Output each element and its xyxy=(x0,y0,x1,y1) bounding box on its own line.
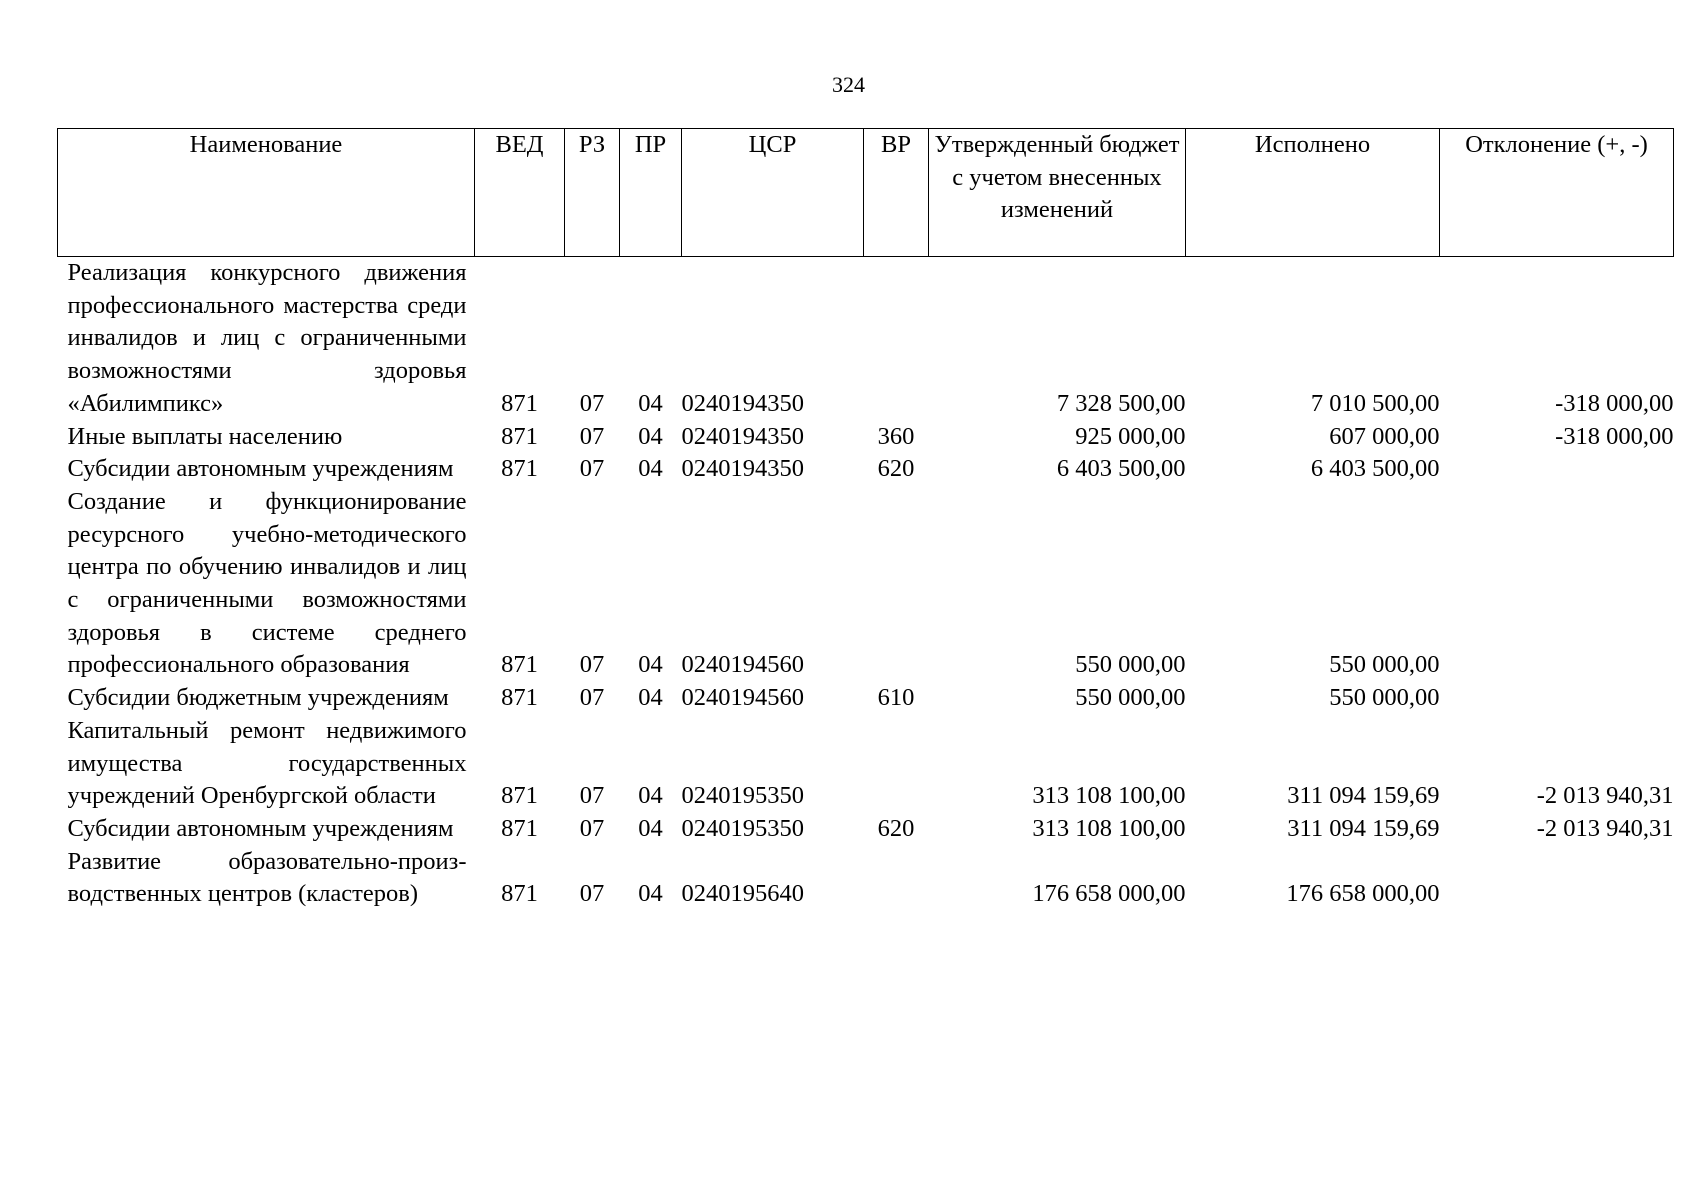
row-ved: 871 xyxy=(501,389,538,417)
row-name: Субсидии бюджетным учреждениям xyxy=(67,684,449,712)
row-name: Субсидии автономным учреждениям xyxy=(67,814,454,842)
row-deviation xyxy=(1440,682,1674,715)
row-vr: 610 xyxy=(877,684,915,712)
table-row xyxy=(58,257,1674,421)
row-rz: 07 xyxy=(579,455,605,483)
row-vr xyxy=(864,257,929,421)
row-executed: 550 000,00 xyxy=(1329,651,1440,679)
header-name: Наименование xyxy=(58,129,475,257)
row-csr: 0240195640 xyxy=(681,880,804,908)
header-csr: ЦСР xyxy=(682,129,864,257)
row-pr: 04 xyxy=(638,422,663,450)
row-vr xyxy=(864,846,929,911)
row-approved: 7 328 500,00 xyxy=(1056,389,1186,417)
row-csr: 0240194560 xyxy=(681,651,804,679)
row-pr: 04 xyxy=(638,782,663,810)
row-pr: 04 xyxy=(638,880,663,908)
row-name: Капитальный ремонт недвижимого имущества государственных учреждений Оренбургской области xyxy=(67,716,467,810)
row-pr: 04 xyxy=(638,651,663,679)
row-csr: 0240194560 xyxy=(681,684,804,712)
table-row xyxy=(58,486,1674,682)
row-name: Создание и функционирование ресурсного учебно-методического центра по обучению инвалидов и лиц с ограниченными возможностями здоровья в системе среднего профессионального образования xyxy=(67,487,467,679)
row-ved: 871 xyxy=(501,422,538,450)
row-pr: 04 xyxy=(638,814,663,842)
row-rz: 07 xyxy=(579,684,605,712)
row-approved: 925 000,00 xyxy=(1075,422,1186,450)
row-vr: 620 xyxy=(877,455,915,483)
row-name: Иные выплаты населению xyxy=(67,422,343,450)
header-ved: ВЕД xyxy=(475,129,565,257)
row-deviation: -318 000,00 xyxy=(1555,422,1674,450)
row-vr: 360 xyxy=(877,422,915,450)
table-row xyxy=(58,682,1674,715)
row-name: Реализация конкурсного движения профессионального мастерства среди инвалидов и лиц с ограниченными возможностями здоровья «Абилимпикс» xyxy=(67,259,467,417)
row-rz: 07 xyxy=(579,389,605,417)
row-rz: 07 xyxy=(579,880,605,908)
header-deviation: Отклонение (+, -) xyxy=(1440,129,1674,257)
table-row xyxy=(58,715,1674,813)
table-row xyxy=(58,421,1674,454)
row-rz: 07 xyxy=(579,814,605,842)
row-csr: 0240194350 xyxy=(681,389,804,417)
row-approved: 176 658 000,00 xyxy=(1032,880,1186,908)
table-row xyxy=(58,453,1674,486)
row-rz: 07 xyxy=(579,422,605,450)
row-csr: 0240194350 xyxy=(681,455,804,483)
row-csr: 0240195350 xyxy=(681,782,804,810)
row-pr: 04 xyxy=(638,455,663,483)
row-deviation xyxy=(1440,486,1674,682)
row-pr: 04 xyxy=(638,389,663,417)
row-executed: 6 403 500,00 xyxy=(1310,455,1440,483)
row-name: Развитие образовательно-производственных центров (кластеров) xyxy=(67,847,467,908)
row-ved: 871 xyxy=(501,880,538,908)
table-row xyxy=(58,813,1674,846)
row-ved: 871 xyxy=(501,684,538,712)
row-vr xyxy=(864,486,929,682)
header-pr: ПР xyxy=(620,129,682,257)
row-ved: 871 xyxy=(501,455,538,483)
row-pr: 04 xyxy=(638,684,663,712)
row-ved: 871 xyxy=(501,782,538,810)
row-name: Субсидии автономным учреждениям xyxy=(67,455,454,483)
row-deviation xyxy=(1440,846,1674,911)
row-rz: 07 xyxy=(579,651,605,679)
table-row xyxy=(58,846,1674,911)
row-ved: 871 xyxy=(501,814,538,842)
row-approved: 313 108 100,00 xyxy=(1032,814,1186,842)
row-deviation: -2 013 940,31 xyxy=(1536,782,1674,810)
row-executed: 311 094 159,69 xyxy=(1287,814,1440,842)
row-deviation: -2 013 940,31 xyxy=(1536,814,1674,842)
row-executed: 311 094 159,69 xyxy=(1287,782,1440,810)
row-approved: 6 403 500,00 xyxy=(1056,455,1186,483)
header-executed: Исполнено xyxy=(1186,129,1440,257)
row-vr: 620 xyxy=(877,814,915,842)
row-executed: 7 010 500,00 xyxy=(1310,389,1440,417)
page-number: 324 xyxy=(832,72,865,97)
row-ved: 871 xyxy=(501,651,538,679)
row-executed: 607 000,00 xyxy=(1329,422,1440,450)
row-approved: 313 108 100,00 xyxy=(1032,782,1186,810)
header-vr: ВР xyxy=(864,129,929,257)
table-header-row xyxy=(58,129,1674,257)
header-rz: РЗ xyxy=(565,129,620,257)
row-executed: 550 000,00 xyxy=(1329,684,1440,712)
row-csr: 0240194350 xyxy=(681,422,804,450)
row-csr: 0240195350 xyxy=(681,814,804,842)
row-rz: 07 xyxy=(579,782,605,810)
row-executed: 176 658 000,00 xyxy=(1286,880,1440,908)
row-deviation: -318 000,00 xyxy=(1555,389,1674,417)
header-approved: Утвержденный бюджет с учетом внесенных изменений xyxy=(929,129,1186,257)
row-vr xyxy=(864,715,929,813)
row-deviation xyxy=(1440,453,1674,486)
row-approved: 550 000,00 xyxy=(1075,651,1186,679)
row-approved: 550 000,00 xyxy=(1075,684,1186,712)
budget-table xyxy=(57,128,1674,911)
